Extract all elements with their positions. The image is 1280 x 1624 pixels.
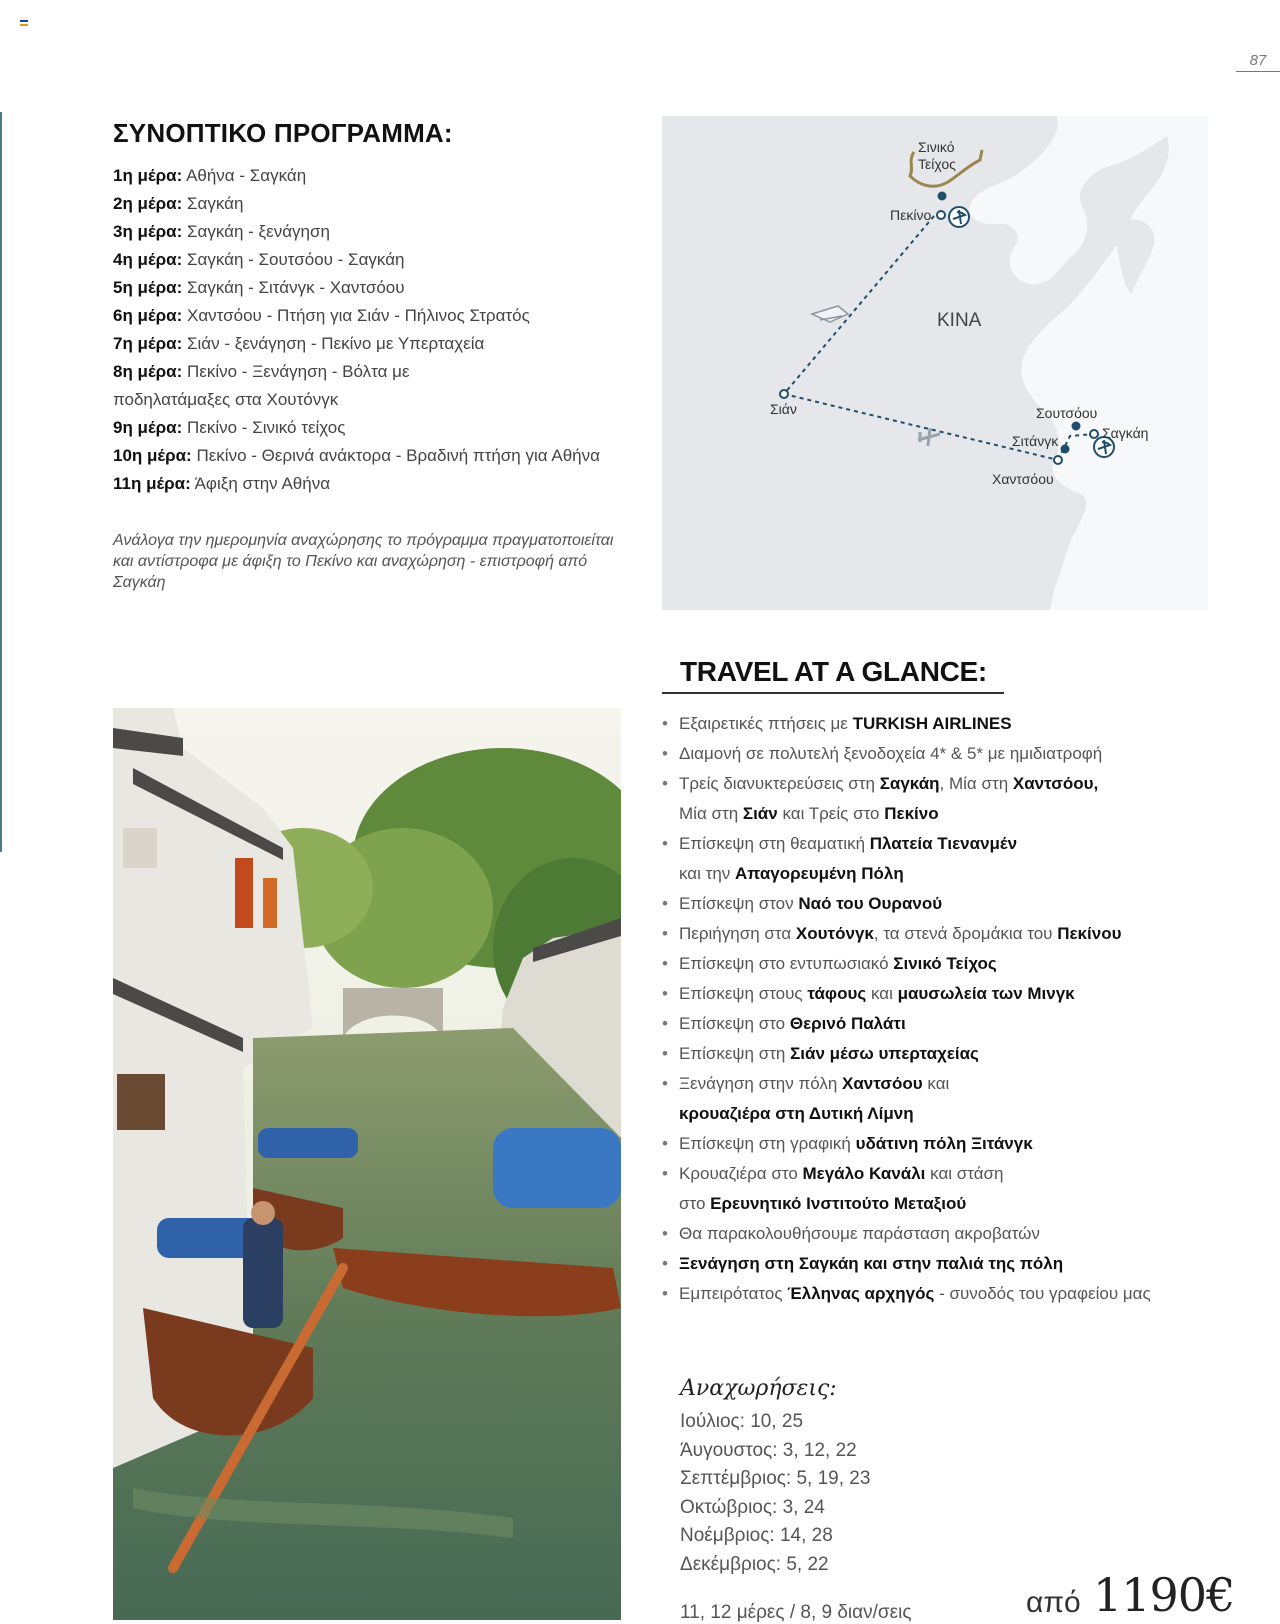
bullet-icon: •	[662, 744, 668, 763]
xian-marker	[780, 390, 788, 398]
photo-boat-back-canopy	[258, 1128, 358, 1158]
bullet-icon: •	[662, 984, 668, 1003]
price: 1190€	[1093, 1568, 1235, 1622]
glance-item-highlight: Ερευνητικό Ινστιτούτο Μεταξιού	[710, 1194, 967, 1213]
hangzhou-label: Χαντσόου	[992, 471, 1054, 487]
summary-note: Ανάλογα την ημερομηνία αναχώρησης το πρόγραμμα πραγματοποιείται και αντίστροφα με άφιξη το Πεκίνο και αναχώρηση - επιστροφή από Σαγκάη	[113, 532, 614, 591]
beijing-marker	[937, 211, 945, 219]
summary-day-item	[113, 246, 643, 274]
glance-item-highlight: υδάτινη πόλη Ξιτάνγκ	[855, 1134, 1033, 1153]
glance-item-text: Επίσκεψη στο εντυπωσιακό	[679, 954, 894, 973]
glance-item-highlight: TURKISH AIRLINES	[852, 714, 1012, 733]
plane-icon	[918, 428, 940, 446]
xian-label: Σιάν	[770, 401, 797, 417]
shanghai-marker	[1090, 430, 1098, 438]
glance-item-text: Εξαιρετικές πτήσεις με	[679, 714, 853, 733]
summary-day-item	[113, 470, 643, 498]
route-segment-xian-hangzhou	[784, 394, 1058, 460]
summary-day-list	[113, 162, 643, 498]
glance-item-text: Επίσκεψη στους	[679, 984, 808, 1003]
glance-item-text: και	[922, 1074, 950, 1093]
glance-item	[662, 1279, 1222, 1309]
glance-item-highlight: Απαγορευμένη Πόλη	[735, 864, 904, 883]
glance-item-continuation	[662, 1189, 1222, 1219]
summary-day-label: 7η μέρα:	[113, 334, 183, 353]
glance-item-text: και στάση	[925, 1164, 1004, 1183]
glance-item	[662, 1069, 1222, 1099]
glance-item-text: Θα παρακολουθήσουμε παράσταση ακροβατών	[679, 1224, 1040, 1243]
bullet-icon: •	[662, 894, 668, 913]
great-wall-label-1: Σινικό	[918, 139, 955, 155]
glance-item-highlight: Μεγάλο Κανάλι	[802, 1164, 926, 1183]
hangzhou-marker	[1054, 456, 1062, 464]
glance-item-highlight: Πεκίνου	[1057, 924, 1122, 943]
bullet-icon: •	[662, 954, 668, 973]
summary-day-item	[113, 190, 643, 218]
glance-item	[662, 739, 1222, 769]
summary-day-label: 11η μέρα:	[113, 474, 191, 493]
summary-day-item	[113, 330, 643, 358]
departure-month: Άυγουστος: 3, 12, 22	[680, 1439, 857, 1461]
bullet-icon: •	[662, 834, 668, 853]
country-label: ΚΙΝΑ	[937, 310, 982, 331]
glance-item-text: Επίσκεψη στη γραφική	[679, 1134, 856, 1153]
page-number: 87	[1249, 52, 1267, 69]
departure-month: Σεπτέμβριος: 5, 19, 23	[680, 1468, 871, 1489]
glance-item-text: Επίσκεψη στη θεαματική	[679, 834, 870, 853]
glance-item-text: Τρείς διανυκτερεύσεις στη	[679, 774, 880, 793]
summary-day-item	[113, 218, 643, 246]
glance-item-highlight: Πλατεία Τιενανμέν	[869, 834, 1018, 853]
photo-lantern-2	[263, 878, 277, 928]
glance-item-text: και Τρείς στο	[777, 804, 885, 823]
summary-day-text: Σιάν - ξενάγηση - Πεκίνο με Υπερταχεία	[187, 334, 485, 353]
glance-item-text: και	[866, 984, 898, 1003]
departure-month: Ιούλιος: 10, 25	[680, 1411, 804, 1432]
glance-item-highlight: Σαγκάη	[879, 774, 940, 793]
bullet-icon: •	[662, 1284, 668, 1303]
route-segment-beijing-xian	[784, 216, 934, 394]
glance-item-highlight: Ξενάγηση στη Σαγκάη και στην παλιά της πόλη	[679, 1254, 1064, 1273]
train-icon	[812, 306, 848, 322]
glance-item-highlight: Πεκίνο	[884, 804, 939, 823]
summary-day-item	[113, 302, 643, 330]
glance-item-text: και την	[679, 864, 736, 883]
glance-item-highlight: Έλληνας αρχηγός	[787, 1284, 935, 1303]
glance-item-highlight: μαυσωλεία των Μινγκ	[897, 984, 1075, 1003]
glance-title-underline	[662, 692, 1004, 694]
flag-icon	[20, 20, 28, 26]
water-town-photo	[113, 708, 621, 1620]
beijing-label: Πεκίνο	[890, 207, 932, 223]
xitang-marker	[1061, 445, 1070, 454]
summary-day-text: Σαγκάη	[187, 194, 244, 213]
glance-item	[662, 979, 1222, 1009]
glance-item-highlight: Θερινό Παλάτι	[789, 1014, 906, 1033]
glance-item	[662, 1009, 1222, 1039]
page-number-underline	[1236, 71, 1280, 72]
glance-item	[662, 889, 1222, 919]
glance-item-continuation	[662, 1099, 1222, 1129]
bullet-icon: •	[662, 1134, 668, 1153]
glance-item	[662, 709, 1222, 739]
bullet-icon: •	[662, 924, 668, 943]
glance-list	[662, 709, 1222, 1309]
glance-item-text: Περιήγηση στα	[679, 924, 796, 943]
summary-day-text: Πεκίνο - Ξενάγηση - Βόλτα με	[187, 362, 410, 381]
summary-day-label: 1η μέρα:	[113, 166, 183, 185]
xitang-label: Σιτάνγκ	[1012, 433, 1059, 449]
glance-item-text: Κρουαζιέρα στο	[679, 1164, 803, 1183]
summary-day-item	[113, 162, 643, 190]
map-sea	[969, 116, 1208, 610]
bullet-icon: •	[662, 1224, 668, 1243]
glance-item-continuation	[662, 799, 1222, 829]
glance-item-highlight: κρουαζιέρα στη Δυτική Λίμνη	[679, 1104, 914, 1123]
glance-item-highlight: Χουτόνγκ	[795, 924, 874, 943]
route-map	[662, 116, 1208, 610]
summary-day-label: 3η μέρα:	[113, 222, 183, 241]
glance-item-text: Διαμονή σε πολυτελή ξενοδοχεία 4* & 5* με ημιδιατροφή	[679, 744, 1103, 763]
summary-day-item	[113, 358, 643, 386]
glance-item-text: Μία στη	[679, 804, 743, 823]
bullet-icon: •	[662, 1014, 668, 1033]
glance-item-highlight: Ναό του Ουρανού	[798, 894, 943, 913]
summary-day-label: 9η μέρα:	[113, 418, 183, 437]
departure-month: Νοέμβριος: 14, 28	[680, 1525, 833, 1546]
photo-boat-middle-canopy	[493, 1128, 621, 1208]
glance-item-text: Επίσκεψη στο	[679, 1014, 790, 1033]
photo-window	[117, 1074, 165, 1130]
glance-item-text: Επίσκεψη στη	[679, 1044, 791, 1063]
glance-item	[662, 1249, 1222, 1279]
glance-item	[662, 769, 1222, 799]
glance-item	[662, 1159, 1222, 1189]
summary-day-label: 5η μέρα:	[113, 278, 183, 297]
trip-duration: 11, 12 μέρες / 8, 9 διαν/σεις	[680, 1602, 912, 1623]
glance-item	[662, 949, 1222, 979]
departures-list	[680, 1408, 870, 1579]
summary-day-text: Αθήνα - Σαγκάη	[186, 166, 307, 185]
summary-day-text: Σαγκάη - Σιτάνγκ - Χαντσόου	[187, 278, 405, 297]
glance-item-highlight: Χαντσόου	[842, 1074, 923, 1093]
bullet-icon: •	[662, 1074, 668, 1093]
glance-item-highlight: Σιάν	[742, 804, 778, 823]
glance-item-text: , Μία στη	[939, 774, 1013, 793]
summary-day-label: 10η μέρα:	[113, 446, 192, 465]
summary-day-text: Σαγκάη - ξενάγηση	[187, 222, 330, 241]
glance-item-highlight: Σινικό Τείχος	[893, 954, 997, 973]
shanghai-label: Σαγκάη	[1102, 425, 1149, 441]
photo-window-2	[123, 828, 157, 868]
summary-day-item	[113, 274, 643, 302]
route-map-svg	[662, 116, 1208, 610]
summary-day-item	[113, 414, 643, 442]
great-wall-label-2: Τείχος	[918, 156, 956, 172]
glance-item-text: - συνοδός του γραφείου μας	[934, 1284, 1151, 1303]
departures-title: Αναχωρήσεις:	[680, 1376, 837, 1401]
departure-month: Οκτώβριος: 3, 24	[680, 1496, 825, 1518]
summary-day-item	[113, 442, 643, 470]
summary-day-label: 4η μέρα:	[113, 250, 183, 269]
glance-item-text: Επίσκεψη στον	[679, 894, 799, 913]
glance-item	[662, 1219, 1222, 1249]
bullet-icon: •	[662, 1254, 668, 1273]
bullet-icon: •	[662, 1164, 668, 1183]
summary-day-text: Πεκίνο - Θερινά ανάκτορα - Βραδινή πτήση για Αθήνα	[196, 446, 600, 465]
glance-item-highlight: Σιάν μέσω υπερταχείας	[790, 1044, 979, 1063]
glance-item	[662, 919, 1222, 949]
photo-lantern-1	[235, 858, 253, 928]
glance-item-text: , τα στενά δρομάκια του	[873, 924, 1058, 943]
photo-boatman	[243, 1218, 283, 1328]
glance-item	[662, 1039, 1222, 1069]
glance-item-continuation	[662, 859, 1222, 889]
suzhou-label: Σουτσόου	[1036, 405, 1098, 421]
bullet-icon: •	[662, 1044, 668, 1063]
departure-month: Δεκέμβριος: 5, 22	[680, 1553, 829, 1575]
glance-item-highlight: τάφους	[807, 984, 867, 1003]
price-prefix: από	[1026, 1586, 1081, 1619]
bullet-icon: •	[662, 714, 668, 733]
summary-day-label: 8η μέρα:	[113, 362, 183, 381]
summary-day-text: Χαντσόου - Πτήση για Σιάν - Πήλινος Στρατός	[187, 306, 530, 325]
great-wall-marker	[938, 192, 947, 201]
summary-day-text: Πεκίνο - Σινικό τείχος	[187, 418, 346, 437]
glance-item-highlight: Χαντσόου,	[1012, 774, 1099, 793]
glance-item-text: στο	[679, 1194, 711, 1213]
glance-item	[662, 1129, 1222, 1159]
glance-title: TRAVEL AT A GLANCE:	[680, 656, 987, 687]
summary-title: ΣΥΝΟΠΤΙΚΟ ΠΡΟΓΡΑΜΜΑ:	[113, 118, 453, 148]
photo-boatman-head	[251, 1201, 275, 1225]
glance-item-text: Εμπειρότατος	[679, 1284, 788, 1303]
summary-day-label: 2η μέρα:	[113, 194, 183, 213]
summary-day-label: 6η μέρα:	[113, 306, 183, 325]
page-edge-stripe	[0, 112, 2, 852]
summary-day-continuation: ποδηλατάμαξες στα Χουτόνγκ	[113, 390, 339, 409]
water-town-illustration	[113, 708, 621, 1620]
glance-item-text: Ξενάγηση στην πόλη	[679, 1074, 843, 1093]
glance-item	[662, 829, 1222, 859]
summary-day-text: Σαγκάη - Σουτσόου - Σαγκάη	[187, 250, 405, 269]
bullet-icon: •	[662, 774, 668, 793]
suzhou-marker	[1072, 422, 1081, 431]
summary-day-text: Άφιξη στην Αθήνα	[194, 474, 331, 493]
